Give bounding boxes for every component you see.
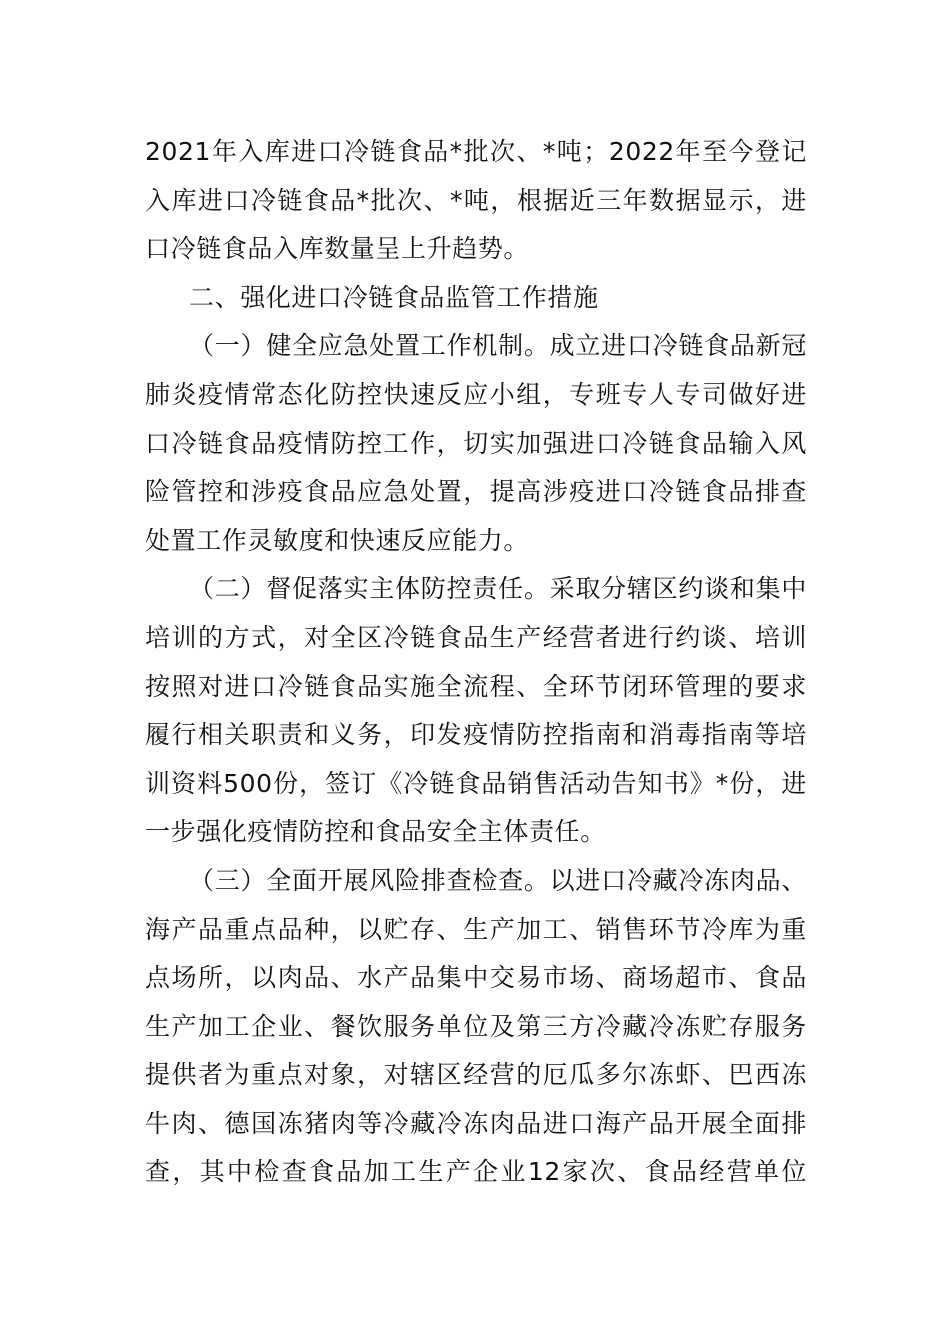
text-line: 2021年入库进口冷链食品*批次、*吨；2022年至今登记 — [145, 137, 807, 166]
text-line: 牛肉、德国冻猪肉等冷藏冷冻肉品进口海产品开展全面排 — [145, 1108, 807, 1138]
text-line: 履行相关职责和义务，印发疫情防控指南和消毒指南等培 — [145, 720, 807, 750]
paragraph-measure-1 — [145, 322, 807, 565]
heading-line: 二、强化进口冷链食品监管工作措施 — [189, 282, 599, 312]
text-line: 口冷链食品入库数量呈上升趋势。 — [145, 234, 530, 264]
paragraph-intro-continuation — [145, 128, 807, 274]
text-line: 训资料500份，签订《冷链食品销售活动告知书》*份，进 — [145, 768, 807, 798]
text-line: 点场所，以肉品、水产品集中交易市场、商场超市、食品 — [145, 963, 807, 993]
paragraph-measure-2 — [145, 565, 807, 857]
section-heading — [145, 274, 807, 323]
text-line: （一）健全应急处置工作机制。成立进口冷链食品新冠 — [189, 331, 807, 361]
text-line: （二）督促落实主体防控责任。采取分辖区约谈和集中 — [189, 574, 807, 604]
text-line: 肺炎疫情常态化防控快速反应小组，专班专人专司做好进 — [145, 379, 807, 409]
text-line: 海产品重点品种，以贮存、生产加工、销售环节冷库为重 — [145, 914, 807, 944]
document-body — [145, 128, 807, 1197]
text-line: 险管控和涉疫食品应急处置，提高涉疫进口冷链食品排查 — [145, 477, 807, 507]
text-line: 提供者为重点对象，对辖区经营的厄瓜多尔冻虾、巴西冻 — [145, 1060, 807, 1090]
text-line: 查，其中检查食品加工生产企业12家次、食品经营单位 — [145, 1157, 807, 1187]
text-line: 生产加工企业、餐饮服务单位及第三方冷藏冷冻贮存服务 — [145, 1011, 807, 1041]
text-line: 按照对进口冷链食品实施全流程、全环节闭环管理的要求 — [145, 671, 807, 701]
text-line: 口冷链食品疫情防控工作，切实加强进口冷链食品输入风 — [145, 428, 807, 458]
text-line: 一步强化疫情防控和食品安全主体责任。 — [145, 817, 606, 847]
text-line: 培训的方式，对全区冷链食品生产经营者进行约谈、培训 — [145, 622, 807, 652]
text-line: 入库进口冷链食品*批次、*吨，根据近三年数据显示，进 — [145, 185, 807, 215]
text-line: （三）全面开展风险排查检查。以进口冷藏冷冻肉品、 — [189, 865, 807, 895]
paragraph-measure-3 — [145, 857, 807, 1197]
text-line: 处置工作灵敏度和快速反应能力。 — [145, 525, 530, 555]
